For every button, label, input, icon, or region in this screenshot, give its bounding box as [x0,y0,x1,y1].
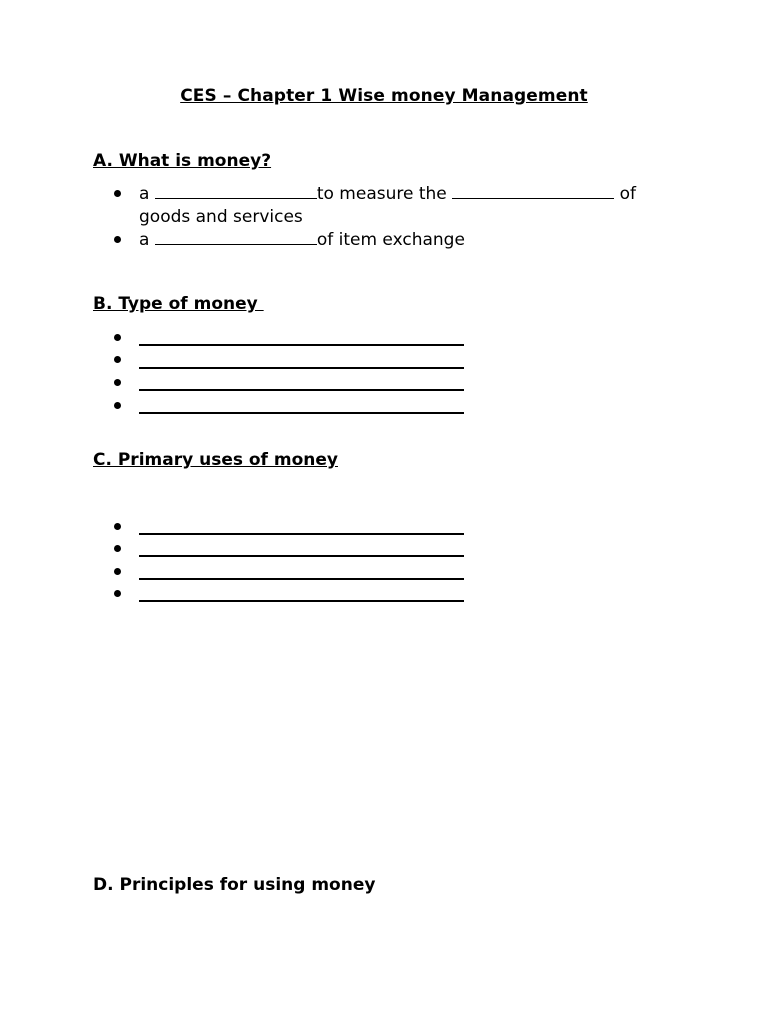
fill-blank-1[interactable] [155,184,317,199]
bullet-icon [114,379,121,386]
item-1-middle: to measure the [316,184,447,204]
bullet-icon [114,236,121,243]
fill-blank-2[interactable] [452,184,614,199]
answer-line-b1[interactable] [139,344,464,346]
bullet-icon [114,568,121,575]
section-a-heading: A. What is money? [93,151,272,171]
section-a-item-2 [139,230,465,250]
bullet-icon [114,190,121,197]
item-1-suffix: of [619,184,636,204]
section-b-heading: B. Type of money [93,294,264,314]
bullet-icon [114,590,121,597]
fill-blank-3[interactable] [155,230,317,245]
section-a-item-1 [139,184,636,204]
bullet-icon [114,402,121,409]
bullet-icon [114,545,121,552]
item-2-suffix: of item exchange [316,230,465,250]
section-c-heading: C. Primary uses of money [93,450,338,470]
answer-line-c4[interactable] [139,600,464,602]
item-1-prefix: a [139,184,150,204]
bullet-icon [114,523,121,530]
answer-line-b2[interactable] [139,367,464,369]
bullet-icon [114,356,121,363]
answer-line-c1[interactable] [139,533,464,535]
item-2-prefix: a [139,230,150,250]
answer-line-b4[interactable] [139,412,464,414]
answer-line-c2[interactable] [139,555,464,557]
document-title: CES – Chapter 1 Wise money Management [180,86,588,106]
section-a-item-1-continuation: goods and services [139,207,303,227]
section-d-heading: D. Principles for using money [93,875,376,895]
answer-line-c3[interactable] [139,578,464,580]
bullet-icon [114,334,121,341]
answer-line-b3[interactable] [139,389,464,391]
